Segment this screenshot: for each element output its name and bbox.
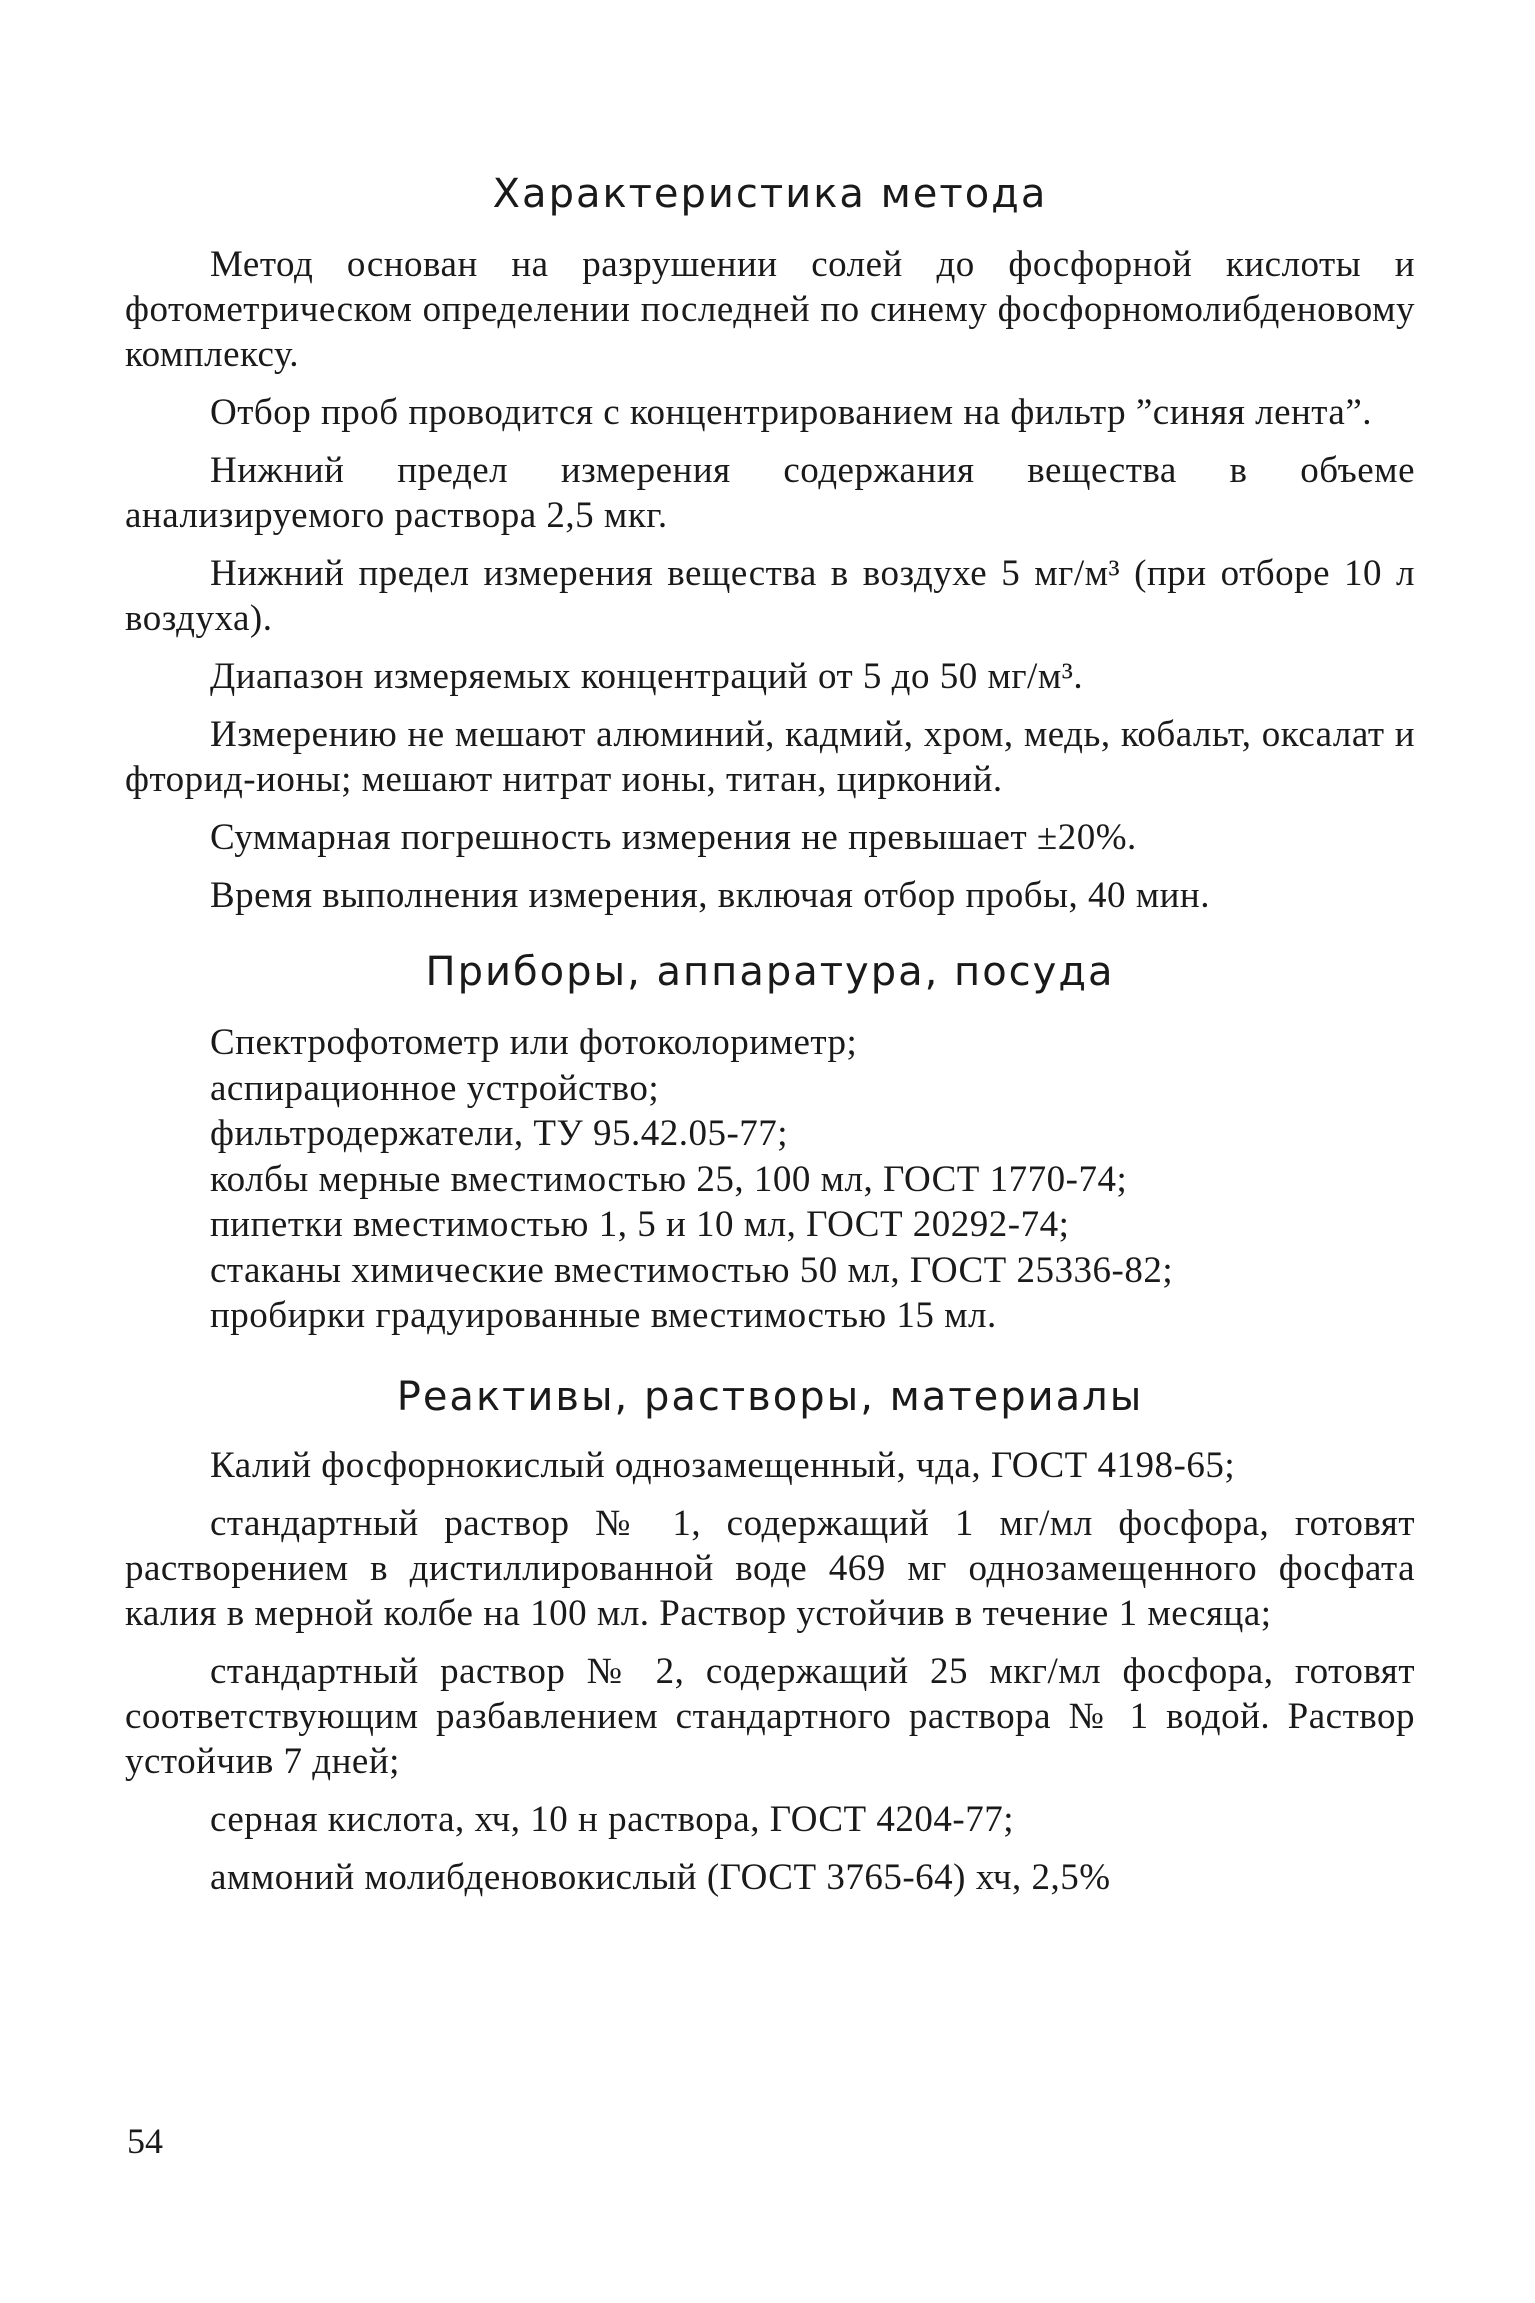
list-item: колбы мерные вместимостью 25, 100 мл, ГОСТ 1770-74;: [210, 1158, 1128, 1200]
paragraph: Отбор проб проводится с концентрированием на фильтр ”синяя лента”.: [210, 392, 1373, 433]
paragraph: Калий фосфорнокислый однозамещенный, чда, ГОСТ 4198-65;: [210, 1444, 1236, 1486]
list-item: пробирки градуированные вместимостью 15 мл.: [210, 1295, 997, 1336]
page-number: 54: [127, 2121, 163, 2161]
paragraph: Время выполнения измерения, включая отбор пробы, 40 мин.: [210, 875, 1210, 916]
paragraph: Диапазон измеряемых концентраций от 5 до 50 мг/м³.: [210, 656, 1084, 697]
list-item: стаканы химические вместимостью 50 мл, ГОСТ 25336-82;: [210, 1249, 1174, 1291]
paragraph: стандартный раствор № 2, содержащий 25 мкг/мл фосфора, готовят соответствующим разбавлением стандартного раствора № 1 водой. Раствор устойчив 7 дней;: [125, 1650, 1415, 1782]
section-title-method: Характеристика метода: [492, 171, 1048, 217]
paragraph: Суммарная погрешность измерения не превышает ±20%.: [210, 817, 1137, 858]
paragraph: серная кислота, хч, 10 н раствора, ГОСТ 4204-77;: [210, 1798, 1014, 1840]
section-title-reagents: Реактивы, растворы, материалы: [396, 1373, 1144, 1420]
paragraph: Нижний предел измерения вещества в воздухе 5 мг/м³ (при отборе 10 л воздуха).: [125, 553, 1415, 639]
paragraph: Нижний предел измерения содержания вещества в объеме анализируемого раствора 2,5 мкг.: [125, 450, 1415, 536]
section-title-equipment: Приборы, аппаратура, посуда: [425, 949, 1115, 995]
list-item: фильтродержатели, ТУ 95.42.05-77;: [210, 1113, 789, 1154]
paragraph: стандартный раствор № 1, содержащий 1 мг/мл фосфора, готовят растворением в дистиллированной воде 469 мг однозамещенного фосфата калия в мерной колбе на 100 мл. Раствор устойчив в течение 1 месяца;: [125, 1502, 1415, 1634]
paragraph: Измерению не мешают алюминий, кадмий, хром, медь, кобальт, оксалат и фторид-ионы; мешают нитрат ионы, титан, цирконий.: [125, 714, 1415, 800]
list-item: пипетки вместимостью 1, 5 и 10 мл, ГОСТ 20292-74;: [210, 1204, 1070, 1245]
paragraph: Метод основан на разрушении солей до фосфорной кислоты и фотометрическом определении последней по синему фосфорномолибденовому комплексу.: [125, 244, 1415, 375]
list-item: Спектрофотометр или фотоколориметр;: [210, 1022, 858, 1063]
list-item: аспирационное устройство;: [210, 1067, 660, 1109]
page-content: [125, 170, 1415, 1913]
paragraph: аммоний молибденовокислый (ГОСТ 3765-64) хч, 2,5%: [210, 1856, 1111, 1898]
equipment-list: [210, 1020, 1415, 1339]
